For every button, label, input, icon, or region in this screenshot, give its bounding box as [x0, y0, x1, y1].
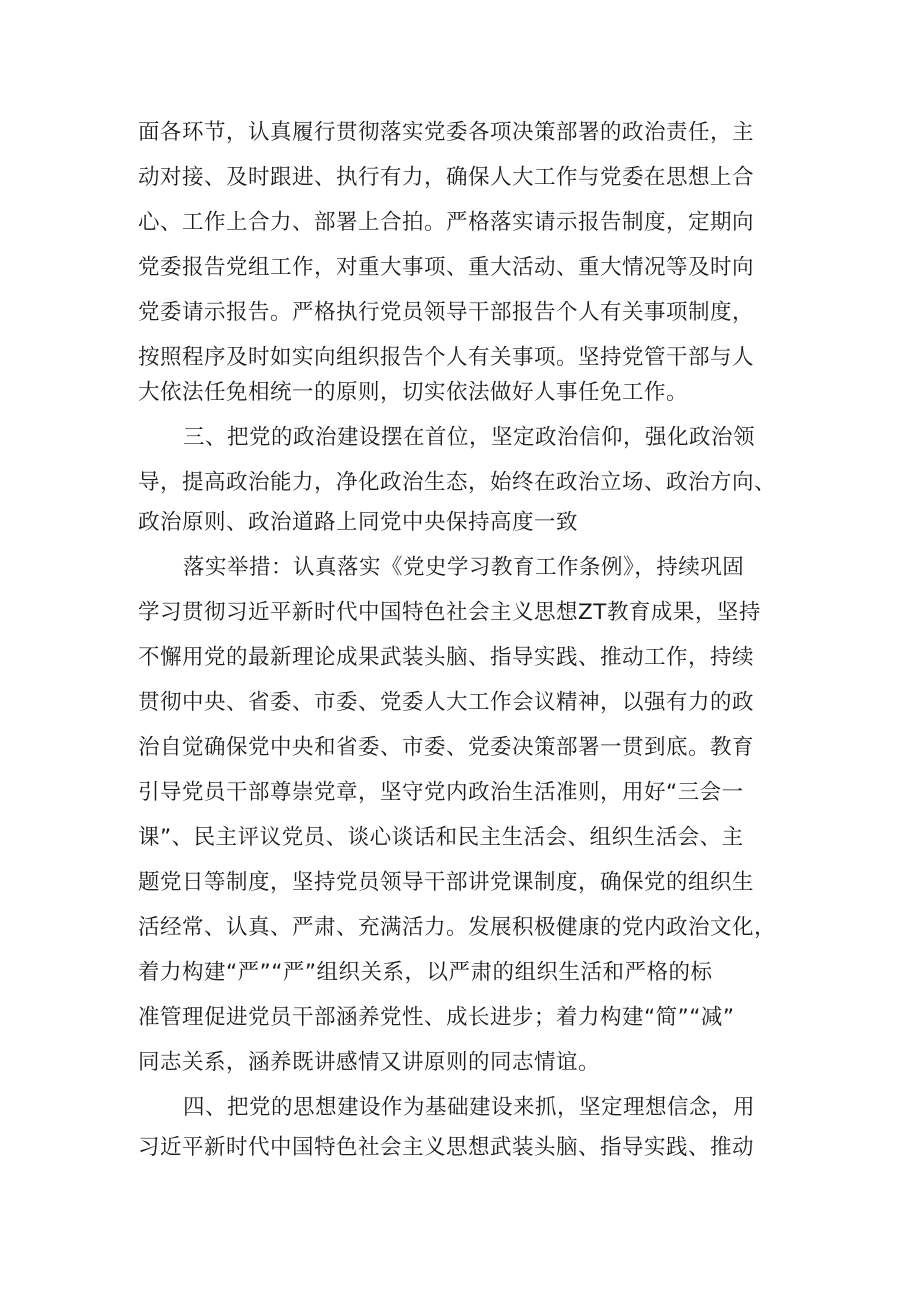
text-line: 课”、民主评议党员、谈心谈话和民主生活会、组织生活会、主	[138, 825, 744, 850]
section-heading-line: 导，提高政治能力，净化政治生态，始终在政治立场、政治方向、	[138, 470, 777, 495]
text-line: 面各环节，认真履行贯彻落实党委各项决策部署的政治责任，主	[138, 120, 755, 145]
text-line: 按照程序及时如实向组织报告个人有关事项。坚持党管干部与人	[138, 345, 755, 370]
text-line: 引导党员干部尊崇党章，坚守党内政治生活准则，用好“三会一	[138, 780, 744, 805]
text-line: 准管理促进党员干部涵养党性、成长进步；着力构建“简”“减”	[138, 1005, 735, 1030]
section-heading-line: 四、把党的思想建设作为基础建设来抓，坚定理想信念，用	[183, 1095, 756, 1120]
text-line: 学习贯彻习近平新时代中国特色社会主义思想ZT教育成果，坚持	[138, 600, 761, 625]
text-line: 贯彻中央、省委、市委、党委人大工作会议精神，以强有力的政	[138, 690, 755, 715]
text-line: 着力构建“严”“严”组织关系，以严肃的组织生活和严格的标	[138, 960, 713, 985]
text-line: 治自觉确保党中央和省委、市委、党委决策部署一贯到底。教育	[138, 735, 755, 760]
text-line: 心、工作上合力、部署上合拍。严格落实请示报告制度，定期向	[138, 210, 755, 235]
text-line: 题党日等制度，坚持党员领导干部讲党课制度，确保党的组织生	[138, 870, 755, 895]
section-heading-line: 三、把党的政治建设摆在首位，坚定政治信仰，强化政治领	[183, 425, 756, 450]
text-line: 党委报告党组工作，对重大事项、重大活动、重大情况等及时向	[138, 255, 755, 280]
text-line: 党委请示报告。严格执行党员领导干部报告个人有关事项制度，	[138, 300, 755, 325]
text-line: 落实举措：认真落实《党史学习教育工作条例》，持续巩固	[183, 555, 745, 580]
section-heading-line: 习近平新时代中国特色社会主义思想武装头脑、指导实践、推动	[138, 1135, 755, 1160]
section-heading-line: 政治原则、政治道路上同党中央保持高度一致	[138, 510, 579, 535]
text-line: 动对接、及时跟进、执行有力，确保人大工作与党委在思想上合	[138, 165, 755, 190]
text-line: 大依法任免相统一的原则，切实依法做好人事任免工作。	[138, 380, 689, 405]
text-line: 同志关系，涵养既讲感情又讲原则的同志情谊。	[138, 1050, 601, 1075]
text-line: 不懈用党的最新理论成果武装头脑、指导实践、推动工作，持续	[138, 645, 755, 670]
text-line: 活经常、认真、严肃、充满活力。发展积极健康的党内政治文化，	[138, 915, 777, 940]
